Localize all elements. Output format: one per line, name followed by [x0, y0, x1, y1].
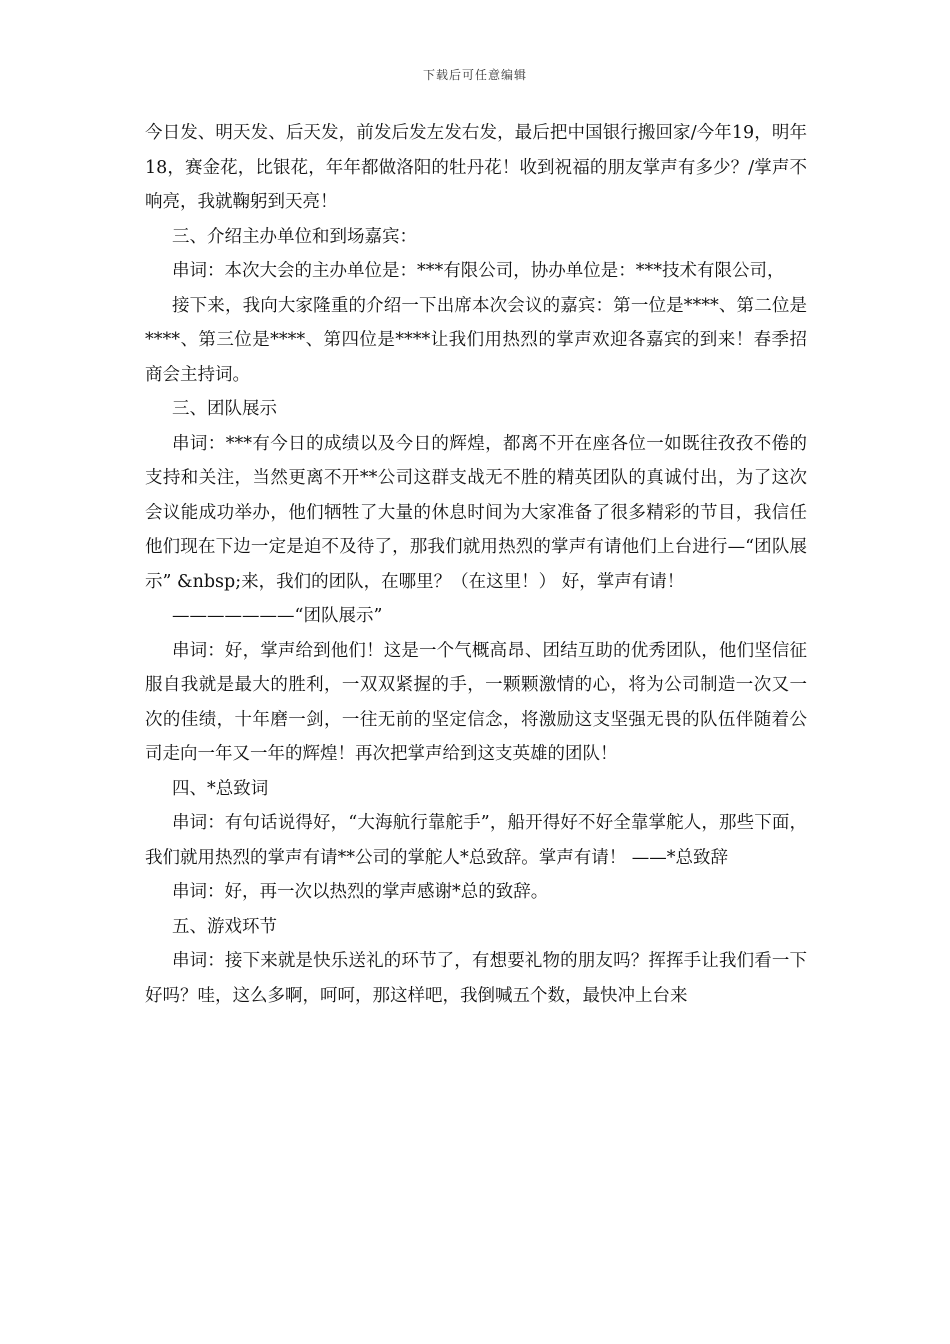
- paragraph-game-intro: 串词：接下来就是快乐送礼的环节了，有想要礼物的朋友吗？挥挥手让我们看一下好吗？哇，这么多啊，呵呵，那这样吧，我倒喊五个数，最快冲上台来: [145, 951, 807, 1006]
- paragraph-guests: 接下来，我向大家隆重的介绍一下出席本次会议的嘉宾：第一位是****、第二位是****、第三位是****、第四位是****让我们用热烈的掌声欢迎各嘉宾的到来！春季招商会主持词。: [145, 295, 807, 385]
- section-heading-speech: 四、*总致词: [172, 778, 269, 799]
- section-heading-game: 五、游戏环节: [172, 916, 277, 937]
- section-heading-team-show: 三、团队展示: [172, 399, 277, 419]
- document-body: [145, 116, 807, 1013]
- paragraph-speech-thanks: 串词：好，再一次以热烈的掌声感谢*总的致辞。: [172, 882, 549, 902]
- paragraph-blessing: 今日发、明天发、后天发，前发后发左发右发，最后把中国银行搬回家/今年19，明年18，赛金花，比银花，年年都做洛阳的牡丹花！收到祝福的朋友掌声有多少？/掌声不响亮，我就鞠躬到天亮！: [145, 123, 807, 212]
- paragraph-team-praise: 串词：好，掌声给到他们！这是一个气概高昂、团结互助的优秀团队，他们坚信征服自我就是最大的胜利，一双双紧握的手，一颗颗激情的心，将为公司制造一次又一次的佳绩，十年磨一剑，一往无前的坚定信念，将激励这支坚强无畏的队伍伴随着公司走向一年又一年的辉煌！再次把掌声给到这支英雄的团队！: [145, 640, 807, 764]
- paragraph-speech-intro: 串词：有句话说得好，“大海航行靠舵手”，船开得好不好全靠掌舵人，那些下面，我们就用热烈的掌声有请**公司的掌舵人*总致辞。掌声有请！ ——*总致辞: [145, 813, 807, 868]
- page-header-note: 下载后可任意编辑: [422, 68, 527, 82]
- section-heading-host-guests: 三、介绍主办单位和到场嘉宾：: [172, 226, 417, 247]
- paragraph-team-intro: 串词：***有今日的成绩以及今日的辉煌，都离不开在座各位一如既往孜孜不倦的支持和关注，当然更离不开**公司这群支战无不胜的精英团队的真诚付出，为了这次会议能成功举办，他们牺牲了大量的休息时间为大家准备了很多精彩的节目，我信任他们现在下边一定是迫不及待了，那我们就用热烈的掌声有请他们上台进行—“团队展示” &nbsp;来，我们的团队，在哪里？（在这里！） 好，掌声有请！: [145, 433, 807, 592]
- paragraph-organizers: 串词：本次大会的主办单位是：***有限公司，协办单位是：***技术有限公司，: [172, 261, 785, 281]
- paragraph-team-show-title: ———————“团队展示”: [172, 606, 383, 626]
